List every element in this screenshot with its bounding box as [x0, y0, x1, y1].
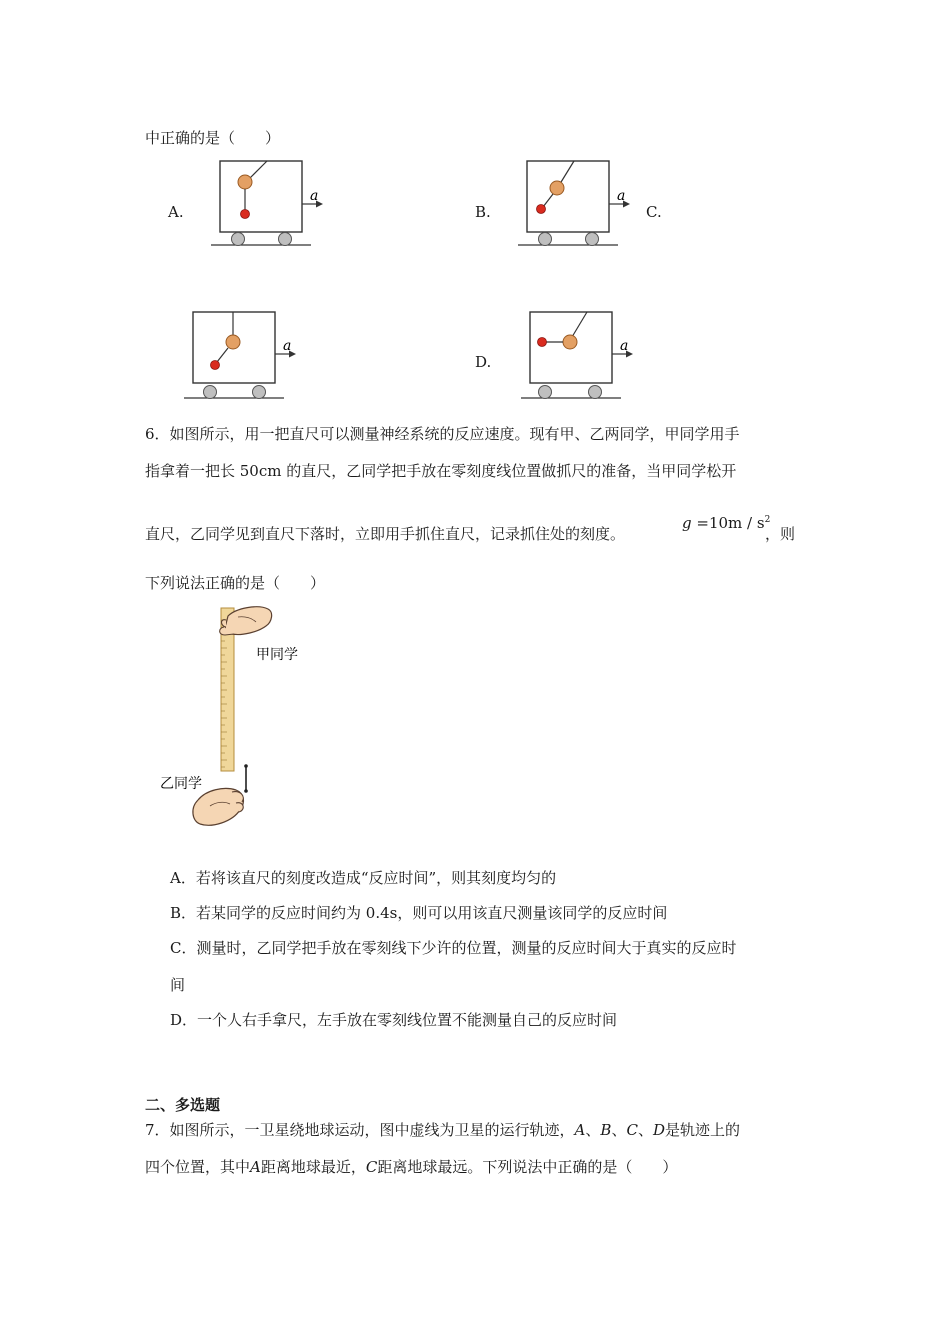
q6-formula-g — [682, 510, 770, 533]
q6-option-d-label: D． — [170, 1011, 198, 1029]
q6-stem-line-1: 6．如图所示，用一把直尺可以测量神经系统的反应速度。现有甲、乙两同学，甲同学用手 — [145, 425, 740, 443]
q5-option-c-label: C. — [646, 203, 662, 221]
g-exponent: 2 — [764, 515, 771, 525]
small-ball — [211, 361, 220, 370]
q7-line2-mid: 距离地球最近， — [260, 1158, 366, 1176]
small-ball — [537, 205, 546, 214]
wheel-right — [589, 386, 602, 399]
hand-yi-icon — [193, 788, 244, 825]
q6-option-c-label: C． — [170, 939, 197, 957]
q6-stem-line-3-tail: ，则 — [765, 525, 796, 543]
q7-stem-line-1 — [145, 1120, 740, 1140]
q7-line1-text: 7．如图所示，一卫星绕地球运动，图中虚线为卫星的运行轨迹， — [145, 1121, 575, 1139]
q6-option-c-continued: 间 — [170, 976, 186, 994]
wheel-left — [539, 386, 552, 399]
wheel-right — [253, 386, 266, 399]
q6-ruler-figure — [150, 600, 330, 832]
wheel-right — [586, 233, 599, 246]
q7-line2-tail: 距离地球最远。下列说法中正确的是（ ） — [377, 1158, 678, 1176]
q6-option-b — [170, 903, 667, 923]
cart-box — [220, 161, 302, 232]
q6-stem-line-3 — [145, 524, 625, 544]
q6-stem-line-2: 指拿着一把长 50cm 的直尺，乙同学把手放在零刻度线位置做抓尺的准备，当甲同学松开 — [145, 462, 737, 480]
q6-option-a-text: 若将该直尺的刻度改造成“反应时间”，则其刻度均匀的 — [195, 869, 557, 887]
small-ball — [241, 210, 250, 219]
connecting-rod — [217, 348, 228, 362]
q6-stem-line-3-text: 直尺，乙同学见到直尺下落时，立即用手抓住直尺，记录抓住处的刻度。 — [145, 525, 626, 543]
g-symbol: g — [682, 514, 692, 532]
q6-option-d-text: 一个人右手拿尺，左手放在零刻线位置不能测量自己的反应时间 — [197, 1011, 618, 1029]
q5-option-d-label: D. — [475, 353, 492, 371]
q6-option-b-text: 若某同学的反应时间约为 0.4s，则可以用该直尺测量该同学的反应时间 — [196, 904, 668, 922]
label-yi: 乙同学 — [160, 776, 202, 792]
q6-option-c-text: 测量时，乙同学把手放在零刻线下少许的位置，测量的反应时间大于真实的反应时 — [196, 939, 737, 957]
q7-nearest-point: A — [250, 1158, 261, 1176]
q7-stem-line-2 — [145, 1157, 677, 1177]
q7-point-b: B — [600, 1121, 612, 1139]
q5-figure-d — [515, 306, 645, 406]
q7-sep: 、 — [611, 1121, 627, 1139]
accel-label: a — [283, 338, 292, 354]
q7-sep: 、 — [585, 1121, 601, 1139]
big-ball — [550, 181, 564, 195]
q5-option-b-label: B. — [475, 203, 491, 221]
q6-option-a-label: A． — [170, 869, 196, 887]
q5-figure-c — [178, 306, 308, 406]
big-ball — [563, 335, 577, 349]
section-heading-multiple-choice: 二、多选题 — [145, 1096, 221, 1114]
big-ball — [238, 175, 252, 189]
wheel-right — [279, 233, 292, 246]
q7-farthest-point: C — [365, 1158, 378, 1176]
q7-sep: 、 — [637, 1121, 653, 1139]
q6-stem-line-4: 下列说法正确的是（ ） — [145, 574, 326, 592]
wheel-left — [539, 233, 552, 246]
q5-option-a-label: A. — [168, 203, 184, 221]
q7-line2-text: 四个位置，其中 — [145, 1158, 251, 1176]
q7-point-d: D — [652, 1121, 665, 1139]
connecting-rod — [543, 194, 553, 207]
accel-label: a — [310, 188, 319, 204]
wheel-left — [232, 233, 245, 246]
q6-option-b-label: B． — [170, 904, 197, 922]
q6-option-d — [170, 1010, 617, 1030]
accel-label: a — [617, 188, 626, 204]
wheel-left — [204, 386, 217, 399]
q7-line1-tail: 是轨迹上的 — [664, 1121, 740, 1139]
big-ball — [226, 335, 240, 349]
g-value: =10m / s — [696, 514, 765, 532]
label-jia: 甲同学 — [256, 647, 298, 663]
q5-stem-tail: 中正确的是（ ） — [145, 129, 281, 147]
q7-point-a: A — [574, 1121, 586, 1139]
q6-option-c — [170, 938, 737, 958]
q5-figure-b — [512, 155, 642, 255]
q5-figure-a — [205, 155, 335, 255]
accel-label: a — [620, 338, 629, 354]
q7-point-c: C — [626, 1121, 638, 1139]
pendulum-string — [572, 312, 587, 337]
q6-option-a — [170, 868, 556, 888]
small-ball — [538, 338, 547, 347]
